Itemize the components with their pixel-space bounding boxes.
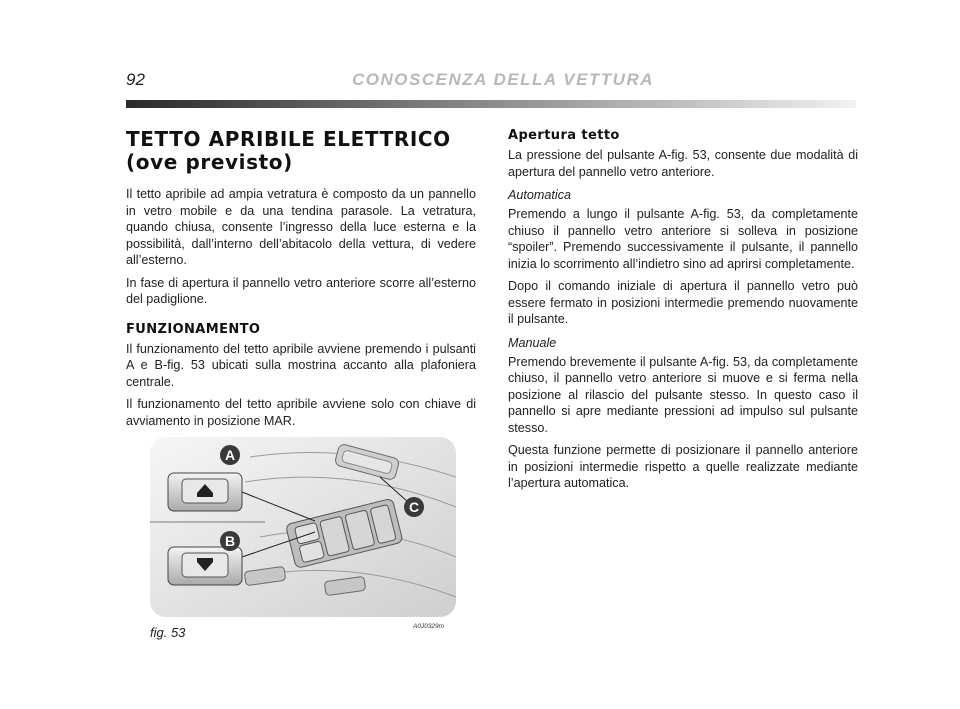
automatica-subheading: Automatica (508, 188, 571, 202)
funzionamento-heading: FUNZIONAMENTO (126, 321, 261, 337)
arrow-up-base-icon (197, 493, 213, 497)
callout-a-label: A (224, 447, 236, 463)
automatica-paragraph-1: Premendo a lungo il pulsante A-fig. 53, da completamente chiuso il pannello vetro anteriore si solleva in posizione “spoiler”. Premendo successivamente il pulsante, il pannello inizia lo scorrimento all’indietro sino ad aprirsi completamente. (508, 207, 858, 271)
manuale-subheading: Manuale (508, 335, 557, 350)
section-title (126, 128, 476, 174)
figure-caption: fig. 53 (150, 625, 186, 640)
header-rule (126, 100, 856, 108)
button-b-closeup (168, 547, 242, 585)
running-title: CONOSCENZA DELLA VETTURA (352, 70, 655, 89)
callout-b (220, 531, 240, 551)
roof-control-illustration (150, 437, 456, 617)
roof-control-figure (150, 437, 456, 617)
callout-b-label: B (224, 533, 236, 549)
page-number: 92 (126, 70, 145, 89)
arrow-down-base-icon (197, 558, 213, 562)
manuale-paragraph-1: Premendo brevemente il pulsante A-fig. 53, da completamente chiuso, il pannello vetro anteriore si muove e si ferma nella posizione al rilascio del pulsante stesso. In questo caso il pannello si apre mediante pressioni ad impulso sul pulsante stesso. (508, 354, 858, 435)
right-column (508, 128, 858, 498)
apertura-paragraph: La pressione del pulsante A-fig. 53, consente due modalità di apertura del pannello vetro anteriore. (508, 148, 858, 179)
manuale-paragraph-2: Questa funzione permette di posizionare il pannello anteriore in posizioni intermedie rispetto a quelle realizzate mediante l’apertura automatica. (508, 443, 858, 490)
intro-paragraph: Il tetto apribile ad ampia vetratura è composto da un pannello in vetro mobile e da una tendina parasole. La vetratura, quando chiusa, consente l’ingresso della luce esterna e la possibilità, dall’interno dell’abitacolo della vettura, di vedere all’esterno. (126, 187, 476, 267)
funzionamento-paragraph-1: Il funzionamento del tetto apribile avviene premendo i pulsanti A e B-fig. 53 ubicati sulla mostrina accanto alla plafoniera centrale. (126, 341, 476, 389)
intro-paragraph-2: In fase di apertura il pannello vetro anteriore scorre all’esterno del padiglione. (126, 275, 476, 306)
funzionamento-paragraph-2: Il funzionamento del tetto apribile avviene solo con chiave di avviamento in posizione MAR. (126, 397, 476, 428)
apertura-heading: Apertura tetto (508, 128, 620, 143)
callout-c-label: C (408, 499, 420, 515)
section-title-line2: (ove previsto) (126, 150, 293, 174)
button-a-closeup (168, 473, 242, 511)
callout-c (404, 497, 424, 517)
callout-a (220, 445, 240, 465)
figure-code: A0J0329m (413, 623, 445, 630)
automatica-paragraph-2: Dopo il comando iniziale di apertura il pannello vetro può essere fermato in posizioni intermedie premendo nuovamente il pulsante. (508, 279, 858, 326)
section-title-line1: TETTO APRIBILE ELETTRICO (126, 127, 451, 151)
left-column (126, 128, 476, 435)
